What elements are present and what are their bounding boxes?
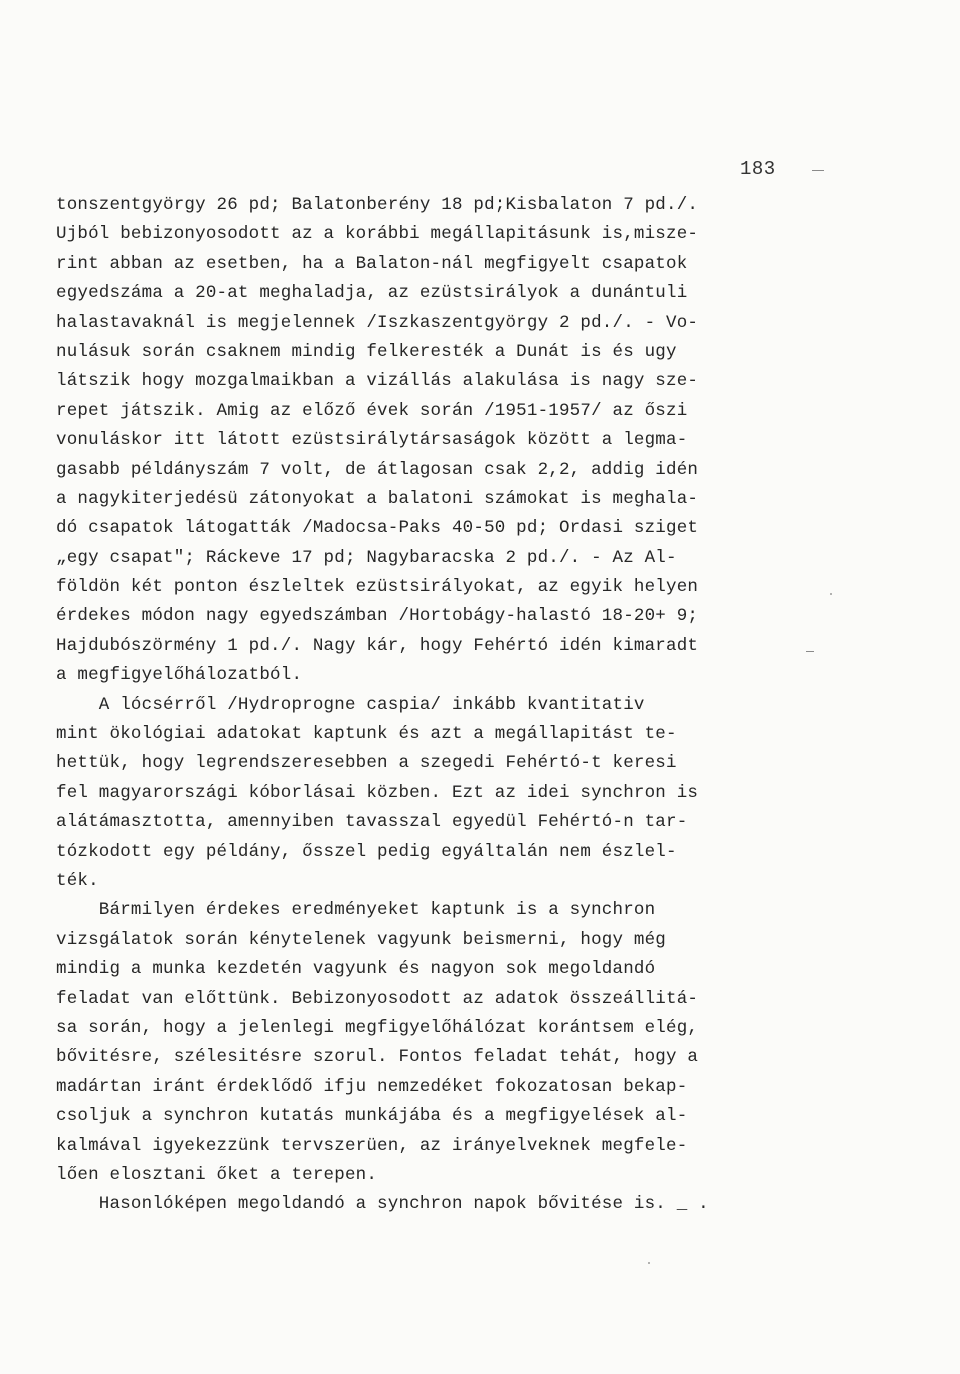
text-line: feladat van előttünk. Bebizonyosodott az adatok összeállitá- — [56, 988, 699, 1009]
text-line: hettük, hogy legrendszeresebben a szegedi Fehértó-t keresi — [56, 753, 677, 774]
text-line: tózkodott egy példány, ősszel pedig egyáltalán nem észlel- — [56, 841, 677, 862]
scan-speck — [648, 1262, 650, 1264]
text-line: Hajdubószörmény 1 pd./. Nagy kár, hogy Fehértó idén kimaradt — [56, 635, 699, 656]
text-line: fel magyarországi kóborlásai közben. Ezt az idei synchron is — [56, 782, 699, 803]
page-number: 183 — [740, 158, 776, 180]
text-line: érdekes módon nagy egyedszámban /Hortobágy-halastó 18-20+ 9; — [56, 606, 699, 627]
text-line: tonszentgyörgy 26 pd; Balatonberény 18 pd;Kisbalaton 7 pd./. — [56, 195, 699, 215]
text-line: mint ökológiai adatokat kaptunk és azt a megállapitást te- — [56, 724, 677, 745]
text-line: a megfigyelőhálozatból. — [56, 665, 303, 686]
text-line: Bármilyen érdekes eredményeket kaptunk is a synchron — [56, 900, 656, 921]
text-line: gasabb példányszám 7 volt, de átlagosan csak 2,2, addig idén — [56, 459, 699, 480]
text-line: alátámasztotta, amennyiben tavasszal egyedül Fehértó-n tar- — [56, 812, 688, 833]
text-line: egyedszáma a 20-at meghaladja, az ezüstsirályok a dunántuli — [56, 283, 688, 304]
text-line: bővitésre, szélesitésre szorul. Fontos feladat tehát, hogy a — [56, 1047, 699, 1068]
text-line: vonuláskor itt látott ezüstsirálytársaságok között a legma- — [56, 430, 688, 451]
scan-speck — [830, 593, 832, 595]
text-line: nulásuk során csaknem mindig felkeresték a Dunát is és ugy — [56, 341, 677, 362]
margin-mark-right — [806, 651, 814, 652]
margin-mark-top-right — [812, 170, 824, 171]
text-line: halastavaknál is megjelennek /Iszkaszentgyörgy 2 pd./. - Vo- — [56, 312, 699, 333]
text-line: lően elosztani őket a terepen. — [56, 1164, 378, 1185]
text-line: sa során, hogy a jelenlegi megfigyelőhálózat korántsem elég, — [56, 1017, 699, 1038]
body-text — [56, 191, 791, 1220]
text-line: A lócsérről /Hydroprogne caspia/ inkább kvantitativ — [56, 694, 645, 715]
text-line: látszik hogy mozgalmaikban a vizállás alakulása is nagy sze- — [56, 371, 699, 392]
text-line: mindig a munka kezdetén vagyunk és nagyon sok megoldandó — [56, 959, 656, 980]
text-line: a nagykiterjedésü zátonyokat a balatoni számokat is meghala- — [56, 488, 699, 509]
text-line: repet játszik. Amig az előző évek során /1951-1957/ az őszi — [56, 400, 688, 421]
text-line: kalmával igyekezzünk tervszerüen, az irányelveknek megfele- — [56, 1135, 688, 1156]
text-line: csoljuk a synchron kutatás munkájába és a megfigyelések al- — [56, 1106, 688, 1127]
text-line: vizsgálatok során kénytelenek vagyunk beismerni, hogy még — [56, 929, 666, 950]
text-line: földön két ponton észleltek ezüstsirályokat, az egyik helyen — [56, 577, 699, 598]
text-line: ték. — [56, 870, 99, 891]
text-line: Hasonlóképen megoldandó a synchron napok bővitése is. _ . — [56, 1194, 709, 1215]
text-line: Ujból bebizonyosodott az a korábbi megállapitásunk is,misze- — [56, 224, 699, 245]
text-line: rint abban az esetben, ha a Balaton-nál megfigyelt csapatok — [56, 253, 688, 274]
text-line: „egy csapat"; Ráckeve 17 pd; Nagybaracska 2 pd./. - Az Al- — [56, 547, 677, 568]
text-line: madártan iránt érdeklődő ifju nemzedéket fokozatosan bekap- — [56, 1076, 688, 1097]
text-line: dó csapatok látogatták /Madocsa-Paks 40-50 pd; Ordasi sziget — [56, 518, 699, 539]
